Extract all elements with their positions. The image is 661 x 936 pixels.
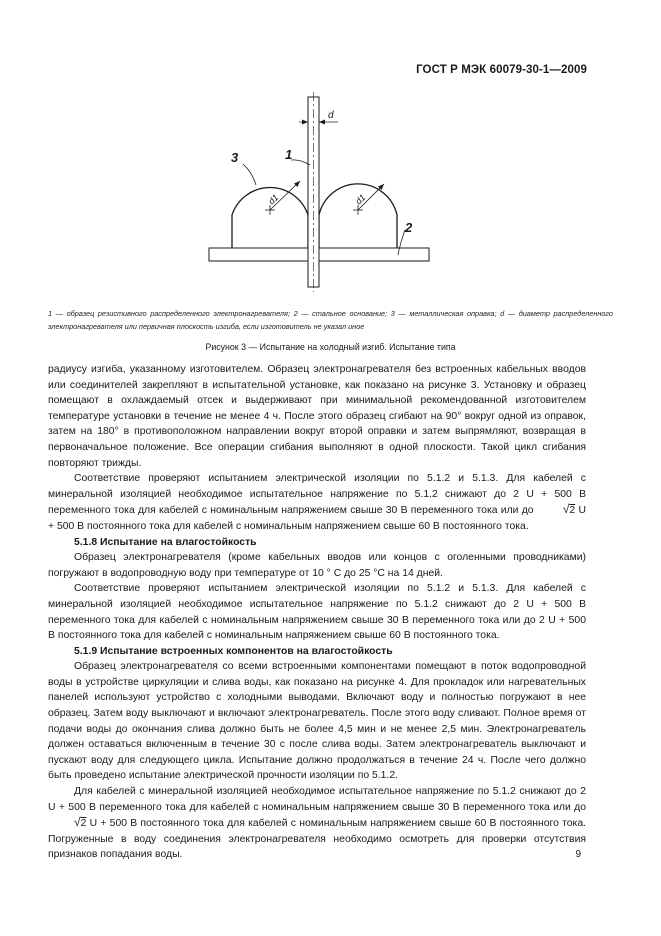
sqrt-symbol: √2 <box>562 502 576 517</box>
label-d1-left: d1 <box>266 192 281 207</box>
document-header: ГОСТ Р МЭК 60079-30-1—2009 <box>416 64 587 76</box>
page-number: 9 <box>575 849 581 860</box>
label-d: d <box>328 110 334 121</box>
label-3: 3 <box>231 150 239 165</box>
cold-bend-test-figure <box>0 0 661 300</box>
paragraph-mineral-insulation: Для кабелей с минеральной изоляцией необходимое испытательное напряжение по 5.1.2 снижают до 2 U + 500 В переменного тока для кабелей с номинальным напряжением свыше 30 В переменного тока или до √2 U + 500 В постоянного тока для кабелей с номинальным напряжением свыше 60 В постоянного тока. Погруженные в воду соединения электронагревателя необходимо осмотреть для проверки отсутствия признаков попадания воды. <box>48 786 586 861</box>
section-5-1-9-heading: 5.1.9 Испытание встроенных компонентов на влагостойкость <box>74 645 393 657</box>
paragraph-compliance-moisture: Соответствие проверяют испытанием электрической изоляции по 5.1.2 и 5.1.3. Для кабелей с минеральной изоляцией необходимое испытательное напряжение по 5.1.2 снижают до 2 U + 500 В переменного тока для кабелей с номинальным напряжением свыше 30 В переменного тока или до 2 U + 500 В постоянного тока для кабелей с номинальным напряжением свыше 60 В постоянного тока. <box>48 583 586 642</box>
paragraph-moisture-immersion: Образец электронагревателя (кроме кабельных вводов или концов с оголенными проводниками) погружают в водопроводную воду при температуре от 10 ° С до 25 °С на 14 дней. <box>48 552 586 579</box>
label-1: 1 <box>285 147 293 162</box>
figure-legend: 1 — образец резистивного распределенного электронагревателя; 2 — стальное основание; 3 — металлическая оправка; d — диаметр распределенного электронагревателя или первичная плоскость изгиба, если изготовитель не указал иное <box>48 309 613 331</box>
figure-title: Рисунок 3 — Испытание на холодный изгиб. Испытание типа <box>205 342 456 352</box>
label-2: 2 <box>405 220 413 235</box>
label-d1-right: d1 <box>353 192 368 207</box>
section-5-1-8-heading: 5.1.8 Испытание на влагостойкость <box>74 536 257 548</box>
paragraph-integral-components: Образец электронагревателя со всеми встроенными компонентами помещают в поток водопроводной воды в устройстве циркуляции и слива воды, как показано на рисунке 4. Для прокладок или нагревательных панелей используют устройство с холодными выводами. Включают воду и полностью погружают в нее образец. Затем воду выключают и включают электронагреватель. После этого воду сливают. Полное время от подачи воды до окончания слива должно быть не более 4,5 мин и не менее 2,5 мин. Электронагреватель должен оставаться включенным в течение 30 с после слива воды. Затем электронагреватель выключают и пускают воду для следующего цикла. Испытание должно продолжаться в течение 24 ч. После чего должно быть проведено испытание электрической прочности изоляции по 5.1.2. <box>48 661 586 782</box>
sqrt-symbol-2: √2 <box>74 815 87 830</box>
paragraph-bend-procedure: радиусу изгиба, указанному изготовителем. Образец электронагревателя без встроенных кабельных вводов или соединителей закрепляют в испытательной установке, как показано на рисунке 3. Установку и образец помещают в охлаждаемый отсек и выдерживают при минимальной рекомендованной изготовителем температуре установки в течение не менее 4 ч. После этого образец сгибают на 90° вокруг одной из оправок, затем на 180° в противоположном направлении вокруг второй оправки и затем выпрямляют, возвращая в первоначальное положение. Все операции сгибания выполняют в одной плоскости. Такой цикл сгибания повторяют трижды. <box>48 364 586 469</box>
paragraph-compliance-bend: Соответствие проверяют испытанием электрической изоляции по 5.1.2 и 5.1.3. Для кабелей с минеральной изоляцией необходимое испытательное напряжение по 5.1.2 снижают до 2 U + 500 В переменного тока для кабелей с номинальным напряжением свыше 30 В переменного тока или до √2 U + 500 В постоянного тока для кабелей с номинальным напряжением свыше 60 В постоянного тока. <box>48 473 586 532</box>
document-body <box>48 362 586 863</box>
